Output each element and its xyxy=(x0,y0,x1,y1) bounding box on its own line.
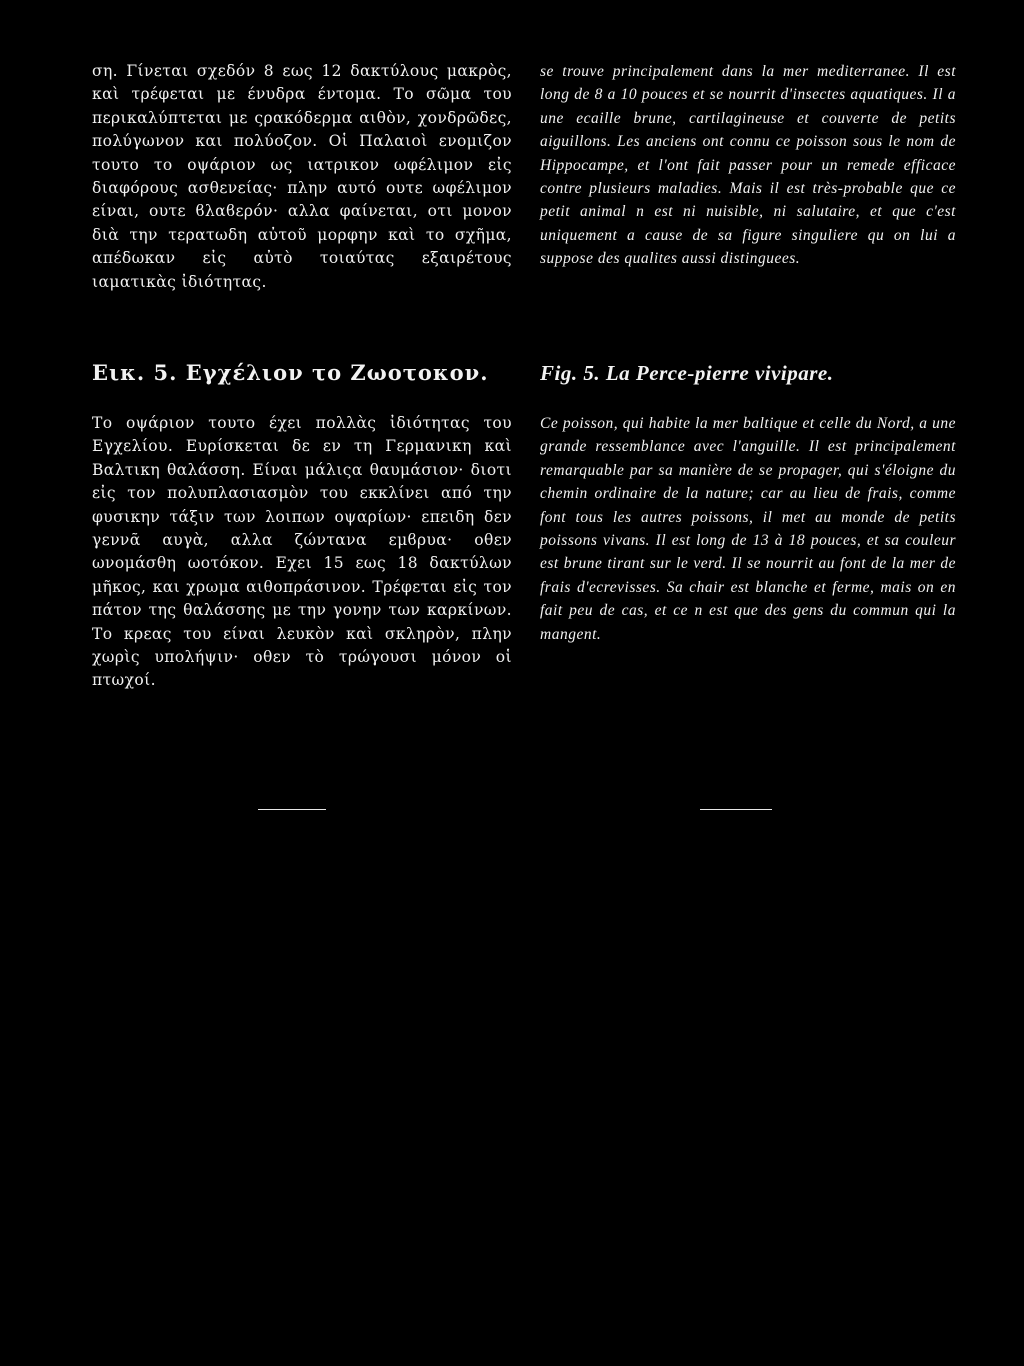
french-spacer-top xyxy=(540,330,956,348)
greek-spacer-top xyxy=(92,330,512,348)
french-body-paragraph: Ce poisson, qui habite la mer baltique et celle du Nord, a une grande ressemblance avec l'anguille. Il est principalement remarquable par sa manière de se propager, qui s'éloigne du chemin ordinaire de la nature; car au lieu de frais, comme font tous les autres poissons, il met au monde de petits poissons vivans. Il est long de 13 à 18 pouces, et sa couleur est brune tirant sur le verd. Il se nourrit au font de la mer de frais d'ecrevisses. Sa chair est blanche et ferme, mais on en fait peu de cas, et ce n est que des gens du commun qui la mangent. xyxy=(540,415,956,643)
greek-intro-paragraph: ση. Γίνεται σχεδόν 8 εως 12 δακτύλους μακρὸς, καὶ τρέφεται με ένυδρα έντομα. Το σῶμα του περικαλύπτεται με ςρακόδερμα αιθὸν, χονδρῶδες, πολύγωνον και πολύοζον. Οἱ Παλαιοὶ ενομιζον τουτο το οψάριον ως ιατρικον ωφέλιμον εἰς διαφόρους ασθενείας· πλην αυτό ουτε ωφέλιμον είναι, ουτε ϐλαϐερόν· αλλα φαίνεται, οτι μονον διὰ την τερατωδη αὐτοῦ μορφην καὶ το σχῆμα, απέδωκαν εἰς αὐτὸ τοιαύτας εξαιρέτους ιαματικὰς ἰδιότητας. xyxy=(92,62,512,291)
french-figure-heading: Fig. 5. La Perce-pierre vivipare. xyxy=(540,361,834,385)
french-spacer-mid xyxy=(540,398,956,412)
french-intro-paragraph: se trouve principalement dans la mer mediterranee. Il est long de 8 a 10 pouces et se nourrit d'insectes aquatiques. Il a une ecaille brune, cartilagineuse et couverte de petits aiguillons. Les anciens ont connu ce poisson sous le nom de Hippocampe, et l'ont fait passer pour un remede efficace contre plusieurs maladies. Mais il est très-probable que ce petit animal n est ni nuisible, ni salutaire, et que c'est uniquement a cause de sa figure singuliere qu on lui a suppose des qualites aussi distinguees. xyxy=(540,63,956,268)
greek-figure-heading: Εικ. 5. Εγχέλιον το Ζωοτοκον. xyxy=(92,360,489,385)
greek-column xyxy=(92,60,512,734)
greek-body-paragraph: Το οψάριον τουτο έχει πολλὰς ἰδιότητας του Εγχελίου. Ευρίσκεται δε εν τη Γερμανικη καὶ Βαλτικη θαλάσση. Είναι μάλιςα θαυμάσιον· διοτι εἰς τον πολυπλασιασμὸν του εκκλίνει από την φυσικην τάξιν των λοιπων οψαρίων· επειδη δεν γεννᾶ αυγὰ, αλλα ζώντανα εμϐρυα· οθεν ωνομάσθη ωοτόκον. Εχει 15 εως 18 δακτύλων μῆκος, και χρωμα αιθοπράσινον. Τρέφεται εἰς τον πάτον της θαλάσσης με την γονην των καρκίνων. Το κρεας του είναι λευκὸν καὶ σκληρὸν, πλην χωρὶς υπολήψιν· οθεν τὸ τρώγουσι μόνον οἱ πτωχοί. xyxy=(92,414,512,690)
french-column xyxy=(540,60,956,734)
greek-spacer-mid xyxy=(92,398,512,412)
french-section-divider xyxy=(700,809,772,810)
greek-section-divider xyxy=(258,809,326,810)
